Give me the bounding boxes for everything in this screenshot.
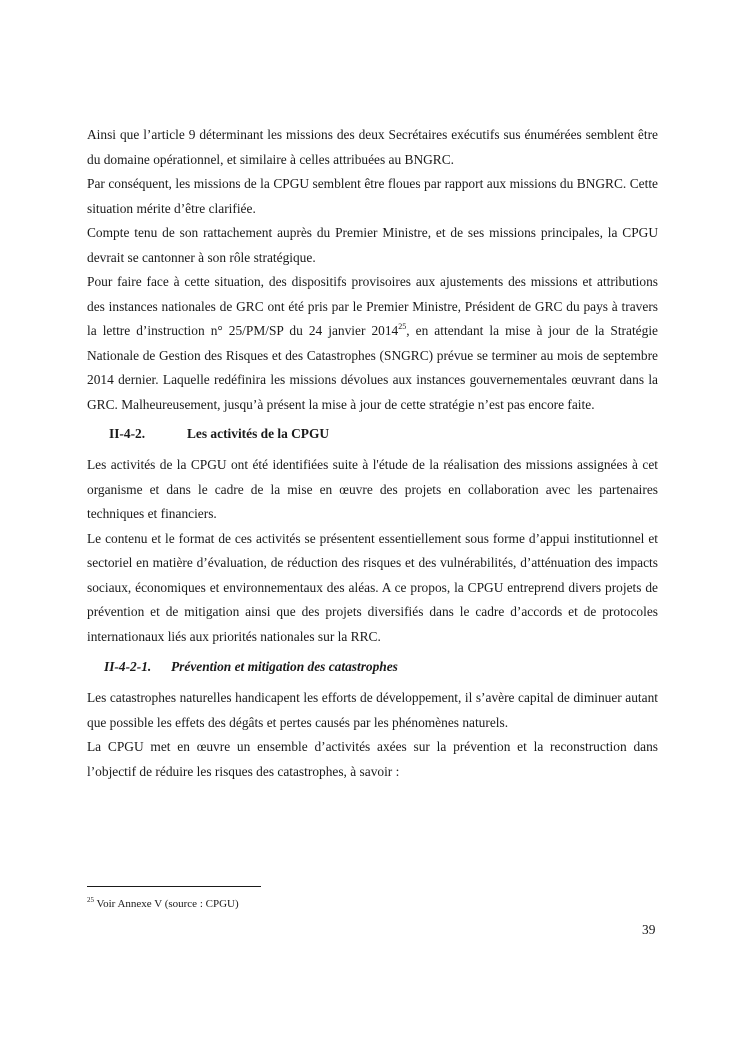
paragraph-activites-prevention: La CPGU met en œuvre un ensemble d’activités axées sur la prévention et la reconstruction dans l’objectif de réduire les risques des catastrophes, à savoir : — [87, 739, 658, 779]
section-title: Les activités de la CPGU — [187, 426, 330, 441]
footnote-number: 25 — [87, 896, 94, 904]
paragraph-activites-identifiees: Les activités de la CPGU ont été identifiées suite à l'étude de la réalisation des missions assignées à cet organisme et dans le cadre de la mise en œuvre des projets en collaboration avec les partenaires techniques et financiers. — [87, 457, 658, 521]
section-number: II-4-2. — [109, 426, 146, 441]
subsection-heading — [87, 655, 658, 679]
paragraph-role-strategique: Compte tenu de son rattachement auprès du Premier Ministre, et de ses missions principales, la CPGU devrait se cantonner à son rôle stratégique. — [87, 225, 658, 265]
paragraph-dispositifs-provisoires — [87, 270, 658, 417]
subsection-number: II-4-2-1. — [104, 659, 152, 674]
section-heading — [87, 422, 658, 446]
footnote-text: Voir Annexe V (source : CPGU) — [94, 898, 239, 910]
footnote — [87, 898, 239, 910]
footnote-separator — [87, 886, 261, 887]
paragraph-catastrophes-naturelles: Les catastrophes naturelles handicapent les efforts de développement, il s’avère capital de diminuer autant que possible les effets des dégâts et pertes causés par les phénomènes naturels. — [87, 690, 658, 730]
paragraph-text: Pour faire face à cette situation, des dispositifs provisoires aux ajustements des missions et attributions des instances nationales de GRC ont été pris par le Premier Ministre, Président de GRC du pays à travers la lettre d’instruction n° 25/PM/SP du 24 janvier 2014 — [87, 274, 658, 338]
page-number: 39 — [642, 922, 656, 937]
paragraph-contenu-format: Le contenu et le format de ces activités se présentent essentiellement sous forme d’appui institutionnel et sectoriel en matière d’évaluation, de réduction des risques et des vulnérabilités, d’atténuation des impacts sociaux, économiques et environnementaux des aléas. A ce propos, la CPGU entreprend divers projets de prévention et de mitigation ainsi que des projets diversifiés dans le cadre d’accords et de protocoles internationaux liés aux priorités nationales sur la RRC. — [87, 530, 658, 644]
paragraph-text: , en attendant la mise à jour de la Stratégie Nationale de Gestion des Risques et des Catastrophes (SNGRC) prévue se terminer au mois de septembre 2014 dernier. Laquelle redéfinira les missions dévolues aux instances gouvernementales œuvrant dans la GRC. Malheureusement, jusqu’à présent la mise à jour de cette stratégie n’est pas encore faite. — [87, 323, 658, 412]
paragraph-article-9: Ainsi que l’article 9 déterminant les missions des deux Secrétaires exécutifs sus énumérées semblent être du domaine opérationnel, et similaire à celles attribuées au BNGRC. — [87, 127, 658, 167]
footnote-reference[interactable]: 25 — [398, 322, 407, 331]
paragraph-missions-floues: Par conséquent, les missions de la CPGU semblent être floues par rapport aux missions du BNGRC. Cette situation mérite d’être clarifiée. — [87, 176, 658, 216]
subsection-title: Prévention et mitigation des catastrophes — [171, 659, 398, 674]
page-body — [87, 123, 658, 784]
